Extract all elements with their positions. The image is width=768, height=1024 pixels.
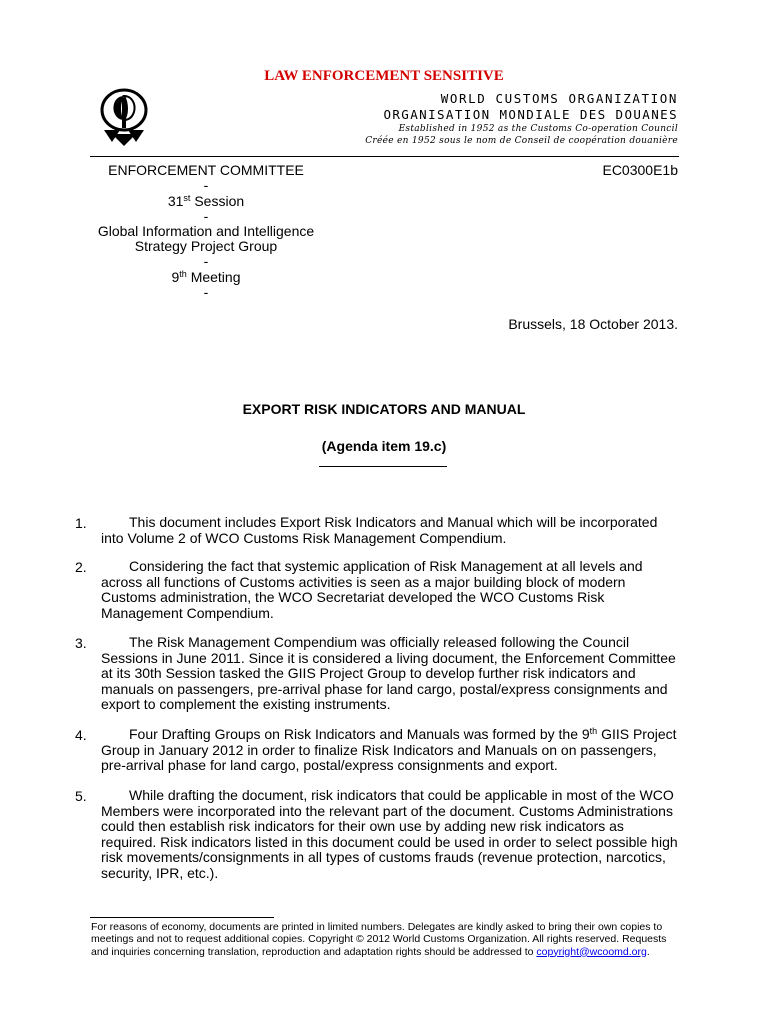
separator-dash: - — [203, 177, 209, 193]
meeting-label: Meeting — [190, 269, 241, 285]
paragraph-text: While drafting the document, risk indicators that could be applicable in most of the WCO Members were incorporated into the relevant part of the document. Customs Administrations could then establish risk indicators for their own use by adding new risk indicators as required. Risk indicators listed in this document could be used in order to select possible high risk movements/consignments in all types of customs frauds (revenue protection, narcotics, security, IPR, etc.). — [101, 787, 678, 881]
place-and-date: Brussels, 18 October 2013. — [508, 316, 678, 332]
paragraph-number: 3. — [75, 635, 87, 651]
separator-dash: - — [203, 253, 209, 269]
paragraph-1 — [101, 515, 681, 546]
footnote-end: . — [646, 945, 650, 958]
paragraph-number: 5. — [75, 788, 87, 804]
paragraph-number: 2. — [75, 559, 87, 575]
document-title: EXPORT RISK INDICATORS AND MANUAL — [242, 401, 526, 417]
wco-logo — [98, 84, 154, 146]
meeting-suffix: th — [179, 269, 187, 279]
classification-label: LAW ENFORCEMENT SENSITIVE — [264, 68, 504, 84]
paragraph-text: Four Drafting Groups on Risk Indicators and Manuals was formed by the 9 — [129, 726, 590, 742]
group-name-line1: Global Information and Intelligence — [97, 223, 315, 239]
committee-name: ENFORCEMENT COMMITTEE — [108, 162, 304, 178]
ordinal-suffix: th — [589, 726, 598, 736]
session-line — [90, 194, 322, 209]
session-number: 31 — [167, 193, 184, 209]
org-name-french: ORGANISATION MONDIALE DES DOUANES — [383, 107, 678, 122]
meeting-line — [90, 270, 322, 285]
paragraph-4 — [101, 727, 681, 774]
session-suffix: st — [183, 193, 191, 203]
paragraph-text: This document includes Export Risk Indicators and Manual which will be incorporated into Volume 2 of WCO Customs Risk Management Compendium. — [101, 514, 658, 546]
paragraph-2 — [101, 559, 681, 621]
copyright-email-link[interactable]: copyright@wcoomd.org — [536, 945, 647, 958]
paragraph-text: The Risk Management Compendium was officially released following the Council Sessions in June 2011. Since it is considered a living document, the Enforcement Committee at its 30th Session tasked the GIIS Project Group to develop further risk indicators and manuals on passengers, pre-arrival phase for land cargo, postal/express consignments and export to complement the existing instruments. — [101, 634, 676, 713]
paragraph-5 — [101, 788, 681, 882]
separator-dash: - — [203, 208, 209, 224]
org-name-english: WORLD CUSTOMS ORGANIZATION — [440, 91, 678, 106]
document-reference: EC0300E1b — [602, 162, 678, 178]
paragraph-number: 4. — [75, 727, 87, 743]
paragraph-text: GIIS Project Group in January 2012 in order to finalize Risk Indicators and Manuals on on passengers, pre-arrival phase for land cargo, postal/express consignments and export. — [101, 726, 677, 774]
paragraph-number: 1. — [75, 515, 87, 531]
footnote — [91, 921, 681, 958]
separator-dash: - — [203, 284, 209, 300]
group-name-line2: Strategy Project Group — [134, 238, 278, 254]
header-divider — [90, 156, 679, 157]
meeting-number: 9 — [171, 269, 180, 285]
title-underline — [319, 466, 447, 467]
paragraph-3 — [101, 635, 681, 713]
paragraph-text: Considering the fact that systemic application of Risk Management at all levels and across all functions of Customs activities is seen as a major building block of modern Customs administration, the WCO Secretariat developed the WCO Customs Risk Management Compendium. — [101, 558, 643, 621]
established-english: Established in 1952 as the Customs Co-operation Council — [398, 124, 678, 134]
established-french: Créée en 1952 sous le nom de Conseil de coopération douanière — [365, 136, 678, 146]
session-label: Session — [194, 193, 245, 209]
agenda-item: (Agenda item 19.c) — [321, 438, 447, 454]
footnote-text: For reasons of economy, documents are printed in limited numbers. Delegates are kindly asked to bring their own copies to meetings and not to request additional copies. Copyright © 2012 World Customs Organization. All rights reserved. Requests and inquiries concerning translation, reproduction and adaptation rights should be addressed to — [91, 921, 667, 958]
footnote-divider — [90, 917, 274, 918]
